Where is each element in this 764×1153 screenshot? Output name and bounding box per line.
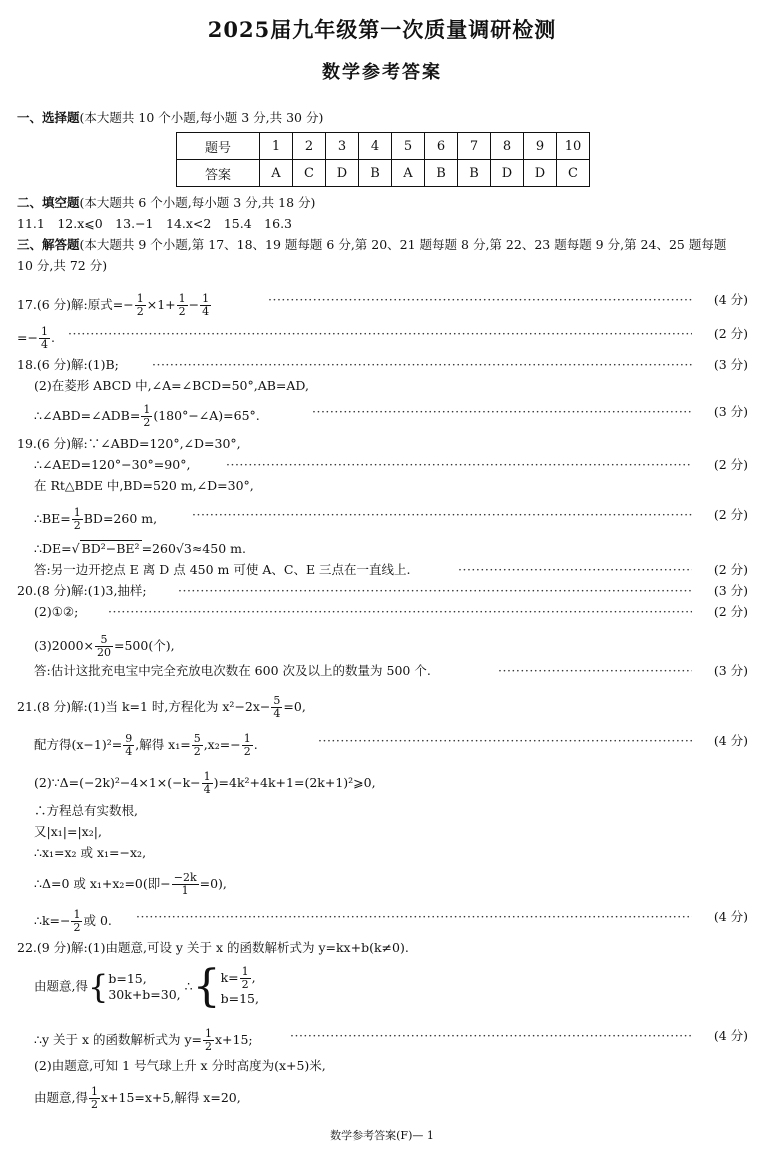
therefore-symbol: ∴ (184, 978, 193, 994)
leader-dots (268, 292, 692, 308)
numerator: 5 (273, 694, 281, 707)
q19-text: =260√3≈450 m. (141, 541, 246, 556)
q17-text: ×1+ (146, 297, 176, 312)
fraction (71, 909, 82, 934)
q21-text: ∴k=− (34, 913, 71, 928)
q19-line-2: ∴∠AED=120°−30°=90°, (34, 457, 191, 472)
q19-text: ∵∠ABD=120°,∠D=30°, (87, 436, 241, 451)
leader-dots (226, 457, 692, 473)
q21-text: =0, (283, 699, 306, 714)
table-cell: 3 (326, 133, 359, 160)
section-1-heading (17, 110, 749, 126)
fill-in-answers: 11.1 12.x⩽0 13.−1 14.x<2 15.4 16.3 (17, 216, 293, 231)
leader-dots (318, 733, 692, 749)
leader-dots (152, 357, 692, 373)
leader-dots (458, 562, 692, 578)
denominator: 2 (136, 305, 144, 318)
q21-line-1 (17, 695, 749, 720)
equation: b=15, (108, 970, 147, 986)
left-brace-icon: { (192, 960, 221, 1012)
fraction (89, 1086, 100, 1111)
q19-answer: 答:另一边开挖点 E 离 D 点 450 m 可使 A、C、E 三点在一直线上. (34, 562, 411, 577)
fraction (242, 733, 253, 758)
score-label: (4 分) (713, 909, 748, 924)
q21-text: ,解得 x₁= (135, 737, 191, 752)
fraction (72, 507, 83, 532)
table-row-numbers (177, 133, 590, 160)
table-cell: C (293, 160, 326, 187)
leader-dots (68, 326, 692, 342)
fraction (240, 966, 251, 991)
numerator: 5 (95, 634, 113, 647)
table-cell: 2 (293, 133, 326, 160)
score-label: (2 分) (713, 457, 748, 472)
table-header-answer: 答案 (177, 160, 260, 187)
numerator: 1 (205, 1027, 212, 1040)
leader-dots (178, 583, 692, 599)
q21-text: (2)∵Δ=(−2k)²−4×1×(−k− (34, 775, 201, 790)
score-label: (3 分) (713, 404, 748, 419)
q21-label: 21.(8 分)解: (17, 699, 88, 714)
fraction (203, 1028, 214, 1053)
table-cell: 6 (425, 133, 458, 160)
table-cell: 8 (491, 133, 524, 160)
section-1-title: 一、选择题 (17, 110, 80, 125)
denominator: 2 (73, 519, 81, 532)
section-2-note: (本大题共 6 个小题,每小题 3 分,共 18 分) (79, 195, 316, 210)
equation: k= $\frac{1}{2}$ , (220, 965, 256, 991)
equation-text: k= (220, 970, 239, 985)
numerator: 1 (202, 292, 210, 305)
table-cell: 4 (359, 133, 392, 160)
q21-text: 或 0. (83, 913, 112, 928)
equation: b=15, (220, 991, 259, 1006)
left-brace-icon: { (87, 967, 109, 1006)
score-label: (3 分) (713, 583, 748, 598)
table-cell: B (425, 160, 458, 187)
table-cell: D (491, 160, 524, 187)
equation: 30k+b=30, (108, 986, 181, 1002)
table-cell: B (458, 160, 491, 187)
fraction (271, 695, 282, 720)
fraction (172, 872, 199, 897)
score-label: (3 分) (713, 663, 748, 678)
q21-line-6: ∴x₁=x₂ 或 x₁=−x₂, (34, 845, 147, 860)
table-header-number: 题号 (177, 133, 260, 160)
leader-dots (192, 507, 692, 523)
section-3-note: (本大题共 9 个小题,第 17、18、19 题每题 6 分,第 20、21 题每题 8 分,第 22、23 题每题 9 分,第 24、25 题每题 (79, 237, 727, 252)
q21-text: ,x₂=− (203, 737, 241, 752)
numerator: 1 (73, 506, 81, 519)
denominator: 2 (178, 305, 186, 318)
q19-label: 19.(6 分)解: (17, 436, 88, 451)
numerator: 1 (90, 1085, 98, 1098)
q17-text: 原式=− (87, 297, 134, 312)
q19-text: ∴DE= (34, 541, 72, 556)
table-cell: 5 (392, 133, 425, 160)
q21-text: )=4k²+4k+1=(2k+1)²⩾0, (213, 775, 376, 790)
q21-line-4: ∴方程总有实数根, (34, 803, 138, 818)
q22-system (34, 960, 764, 1012)
fraction (200, 293, 211, 318)
table-row-answers (177, 160, 590, 187)
q21-text: (1)当 k=1 时,方程化为 x²−2x− (87, 699, 271, 714)
table-cell: A (392, 160, 425, 187)
numerator: 1 (136, 292, 144, 305)
table-cell: 1 (260, 133, 293, 160)
q17-label: 17.(6 分)解: (17, 297, 88, 312)
denominator: 2 (243, 745, 251, 758)
q17-text: − (188, 297, 200, 312)
q19-line-5: ∴DE=√ BD²−BE² =260√3≈450 m. (34, 541, 246, 556)
numerator: −2k (173, 871, 197, 884)
section-3-heading (17, 237, 749, 253)
table-cell: D (326, 160, 359, 187)
leader-dots (136, 909, 692, 925)
numerator: 1 (73, 908, 81, 921)
score-label: (4 分) (713, 1028, 748, 1043)
score-label: (2 分) (713, 562, 748, 577)
table-cell: 7 (458, 133, 491, 160)
q22-label: 22.(9 分)解: (17, 940, 88, 955)
denominator: 2 (205, 1040, 212, 1053)
table-cell: A (260, 160, 293, 187)
q19-line-1 (17, 436, 749, 452)
q19-line-3: 在 Rt△BDE 中,BD=520 m,∠D=30°, (34, 478, 254, 493)
q18-text: (180°−∠A)=65°. (153, 408, 260, 423)
q22-line-5 (34, 1086, 764, 1111)
answer-table (176, 132, 590, 187)
numerator: 5 (193, 732, 201, 745)
table-cell: 10 (557, 133, 590, 160)
section-2-title: 二、填空题 (17, 195, 80, 210)
q21-line-5: 又|x₁|=|x₂|, (34, 824, 102, 839)
q22-line-1 (17, 940, 749, 956)
numerator: 9 (125, 732, 133, 745)
q21-line-7 (34, 872, 764, 897)
score-label: (4 分) (713, 292, 748, 307)
score-label: (2 分) (713, 604, 748, 619)
q21-text: . (253, 737, 258, 752)
denominator: 2 (90, 1098, 98, 1111)
denominator: 2 (193, 745, 201, 758)
q21-line-3 (34, 771, 764, 796)
section-1-note: (本大题共 10 个小题,每小题 3 分,共 30 分) (79, 110, 324, 125)
section-3-note-cont: 10 分,共 72 分) (17, 258, 108, 273)
q20-line-2: (2)①②; (34, 604, 79, 619)
fraction (202, 771, 213, 796)
q20-text: (3)2000× (34, 638, 94, 653)
leader-dots (498, 663, 692, 679)
equation-system-1 (108, 971, 180, 1003)
score-label: (3 分) (713, 357, 748, 372)
denominator: 2 (143, 416, 151, 429)
q17-text: =− (17, 330, 38, 345)
score-label: (2 分) (713, 507, 748, 522)
score-label: (2 分) (713, 326, 748, 341)
q20-label: 20.(8 分)解: (17, 583, 88, 598)
table-cell: C (557, 160, 590, 187)
fraction (123, 733, 134, 758)
fraction (39, 326, 50, 351)
denominator: 2 (241, 978, 249, 991)
q20-text: (1)3,抽样; (87, 583, 147, 598)
q21-text: ∴Δ=0 或 x₁+x₂=0(即− (34, 876, 171, 891)
q18-text: ∴∠ABD=∠ADB= (34, 408, 141, 423)
q21-text: 配方得(x−1)²= (34, 737, 123, 752)
q22-text: 由题意,得 (34, 978, 88, 994)
table-cell: B (359, 160, 392, 187)
denominator: 4 (203, 783, 211, 796)
numerator: 1 (40, 325, 48, 338)
denominator: 2 (73, 921, 81, 934)
q22-text: 由题意,得 (34, 1090, 88, 1105)
q18-line-2: (2)在菱形 ABCD 中,∠A=∠BCD=50°,AB=AD, (34, 378, 309, 393)
sqrt-expression: BD²−BE² (81, 541, 140, 556)
q22-line-4: (2)由题意,可知 1 号气球上升 x 分时高度为(x+5)米, (34, 1058, 326, 1073)
numerator: 1 (243, 732, 251, 745)
q18-text: (1)B; (87, 357, 119, 372)
q20-line-3 (34, 634, 764, 659)
table-cell: 9 (524, 133, 557, 160)
denominator: 1 (181, 884, 189, 897)
leader-dots (312, 404, 692, 420)
numerator: 1 (178, 292, 186, 305)
q21-text: =0), (199, 876, 227, 891)
denominator: 4 (40, 338, 48, 351)
q19-text: ∴BE= (34, 511, 71, 526)
fraction (192, 733, 203, 758)
q18-label: 18.(6 分)解: (17, 357, 88, 372)
q20-answer: 答:估计这批充电宝中完全充放电次数在 600 次及以上的数量为 500 个. (34, 663, 431, 678)
q22-text: (1)由题意,可设 y 关于 x 的函数解析式为 y=kx+b(k≠0). (87, 940, 409, 955)
numerator: 1 (241, 965, 249, 978)
denominator: 20 (97, 646, 111, 659)
page-footer: 数学参考答案(F)— 1 (330, 1129, 434, 1142)
leader-dots (108, 604, 692, 620)
fraction (135, 293, 146, 318)
section-3-title: 三、解答题 (17, 237, 80, 252)
denominator: 4 (125, 745, 133, 758)
denominator: 4 (273, 707, 281, 720)
page-title: 2025届九年级第一次质量调研检测 (207, 17, 557, 42)
q20-text: =500(个), (114, 638, 175, 653)
denominator: 4 (202, 305, 210, 318)
table-cell: D (524, 160, 557, 187)
page-subtitle: 数学参考答案 (322, 62, 442, 83)
leader-dots (290, 1028, 692, 1044)
q22-text: ∴y 关于 x 的函数解析式为 y= (34, 1032, 202, 1047)
q19-text: BD=260 m, (83, 511, 158, 526)
q22-text: x+15=x+5,解得 x=20, (100, 1090, 241, 1105)
fraction (141, 404, 152, 429)
equation-system-2 (221, 966, 259, 1007)
numerator: 1 (143, 403, 151, 416)
score-label: (4 分) (713, 733, 748, 748)
q22-text: x+15; (215, 1032, 253, 1047)
numerator: 1 (203, 770, 211, 783)
fraction (177, 293, 188, 318)
section-2-heading (17, 195, 749, 211)
q17-text: . (50, 330, 55, 345)
fraction (95, 634, 113, 659)
